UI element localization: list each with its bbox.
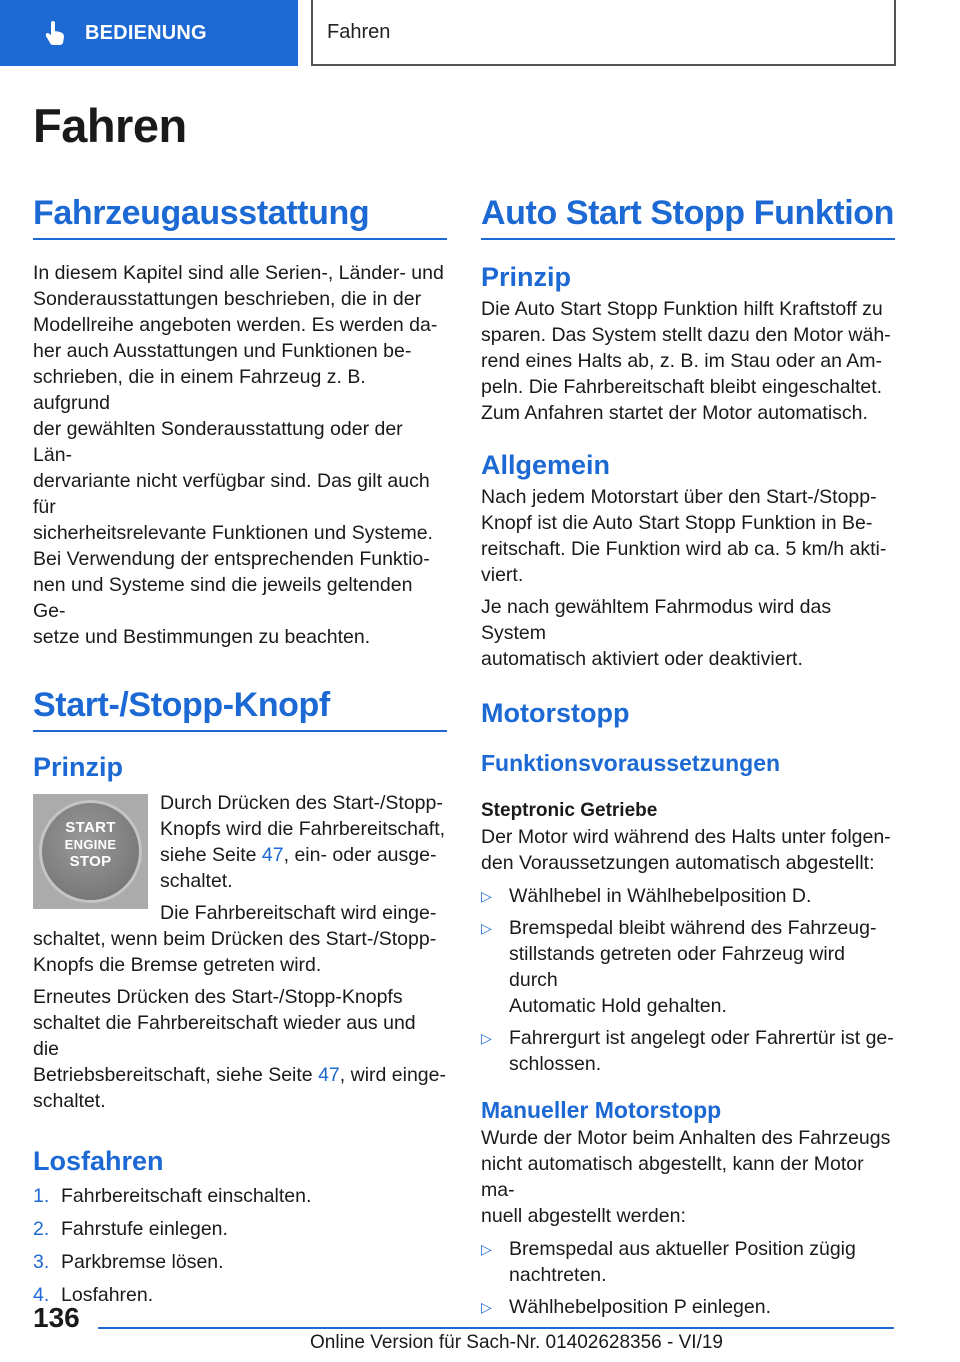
list-item: 3. Parkbremse lösen. <box>33 1251 224 1273</box>
start-stop-button-image: START ENGINE STOP <box>33 794 148 909</box>
chapter-title: Fahren <box>327 20 391 43</box>
prinzip-right-paragraph: Die Auto Start Stopp Funktion hilft Kraftstoff zu sparen. Das System stellt dazu den Motor wäh- rend eines Halts ab, z. B. im Stau oder an Am- peln. Die Fahrbereitschaft bleibt eingeschaltet. Zum Anfahren startet der Motor automatisch. <box>481 298 891 424</box>
allgemein-paragraph-2: Je nach gewähltem Fahrmodus wird das System automatisch aktiviert oder deaktiviert. <box>481 596 832 670</box>
heading-fahrzeugausstattung: Fahrzeugausstattung <box>33 192 447 240</box>
heading-steptronic: Steptronic Getriebe <box>481 800 658 821</box>
left-column <box>33 192 447 1312</box>
list-item: ▷ Wählhebel in Wählhebelposition D. <box>481 885 812 907</box>
footer-divider <box>98 1327 894 1329</box>
heading-funktionsvoraussetzungen: Funktionsvoraussetzungen <box>481 750 781 776</box>
heading-motorstopp: Motorstopp <box>481 698 630 728</box>
heading-allgemein: Allgemein <box>481 450 611 480</box>
heading-auto-start-stopp: Auto Start Stopp Funktion <box>481 192 895 240</box>
list-item: ▷ Bremspedal bleibt während des Fahrzeug- stillstands getreten oder Fahrzeug wird durch Automatic Hold gehalten. <box>481 917 877 1017</box>
triangle-right-icon: ▷ <box>481 888 492 904</box>
triangle-right-icon: ▷ <box>481 1241 492 1257</box>
steptronic-paragraph: Der Motor wird während des Halts unter folgen- den Voraussetzungen automatisch abgestellt: <box>481 826 891 874</box>
list-item: 1. Fahrbereitschaft einschalten. <box>33 1185 312 1207</box>
prinzip-paragraph-2: Die Fahrbereitschaft wird einge- schaltet, wenn beim Drücken des Start-/Stopp- Knopfs die Bremse getreten wird. <box>33 902 437 976</box>
page-link-47[interactable]: 47 <box>318 1064 340 1086</box>
triangle-right-icon: ▷ <box>481 1299 492 1315</box>
list-item: ▷ Bremspedal aus aktueller Position zügig nachtreten. <box>481 1238 856 1286</box>
page-link-47[interactable]: 47 <box>261 844 284 866</box>
manuell-steps <box>481 1236 895 1320</box>
manuell-paragraph: Wurde der Motor beim Anhalten des Fahrzeugs nicht automatisch abgestellt, kann der Motor ma- nuell abgestellt werden: <box>481 1127 891 1227</box>
losfahren-steps <box>33 1180 447 1312</box>
list-item: ▷ Fahrergurt ist angelegt oder Fahrertür ist ge- schlossen. <box>481 1027 894 1075</box>
heading-prinzip: Prinzip <box>33 752 124 782</box>
page-title: Fahren <box>33 99 187 152</box>
section-tab[interactable] <box>0 0 298 66</box>
allgemein-paragraph-1: Nach jedem Motorstart über den Start-/Stopp- Knopf ist die Auto Start Stopp Funktion in Be- reitschaft. Die Funktion wird ab ca. 5 km/h akti- viert. <box>481 486 887 586</box>
list-item: 2. Fahrstufe einlegen. <box>33 1218 228 1240</box>
triangle-right-icon: ▷ <box>481 1030 492 1046</box>
page-number: 136 <box>33 1302 80 1333</box>
heading-manueller-motorstopp: Manueller Motorstopp <box>481 1097 722 1123</box>
prinzip-block <box>33 790 447 1114</box>
list-item: 4. Losfahren. <box>33 1284 154 1306</box>
right-column <box>481 192 895 1326</box>
steptronic-conditions <box>481 883 895 1077</box>
chapter-header <box>311 0 896 66</box>
heading-losfahren: Losfahren <box>33 1146 164 1176</box>
footer-version-text: Online Version für Sach-Nr. 01402628356 - VI/19 <box>310 1332 723 1353</box>
ausstattung-paragraph: In diesem Kapitel sind alle Serien-, Länder- und Sonderausstattungen beschrieben, die in der Modellreihe angeboten werden. Es werden da- her auch Ausstattungen und Funktionen be- schrieben, die in einem Fahrzeug z. B. aufgrund der gewählten Sonderausstattung oder der Län- dervariante nicht verfügbar sind. Das gilt auch für sicherheitsrelevante Funktionen und Systeme. Bei Verwendung der entsprechenden Funktio- nen und Systeme sind die jeweils geltenden Ge- setze und Bestimmungen zu beachten. <box>33 262 444 648</box>
triangle-right-icon: ▷ <box>481 920 492 936</box>
section-tab-label: BEDIENUNG <box>85 21 207 44</box>
heading-start-stopp-knopf: Start-/Stopp-Knopf <box>33 684 447 732</box>
prinzip-paragraph-3: Erneutes Drücken des Start-/Stopp-Knopfs schaltet die Fahrbereitschaft wieder aus und die Betriebsbereitschaft, siehe Seite 47, wird einge- schaltet. <box>33 986 446 1112</box>
heading-prinzip-right: Prinzip <box>481 262 572 292</box>
list-item: ▷ Wählhebelposition P einlegen. <box>481 1296 771 1318</box>
prinzip-paragraph-1: Durch Drücken des Start-/Stopp- Knopfs wird die Fahrbereitschaft, siehe Seite 47, ein- oder ausge- schaltet. <box>160 792 446 892</box>
hand-pointer-icon <box>42 20 68 46</box>
